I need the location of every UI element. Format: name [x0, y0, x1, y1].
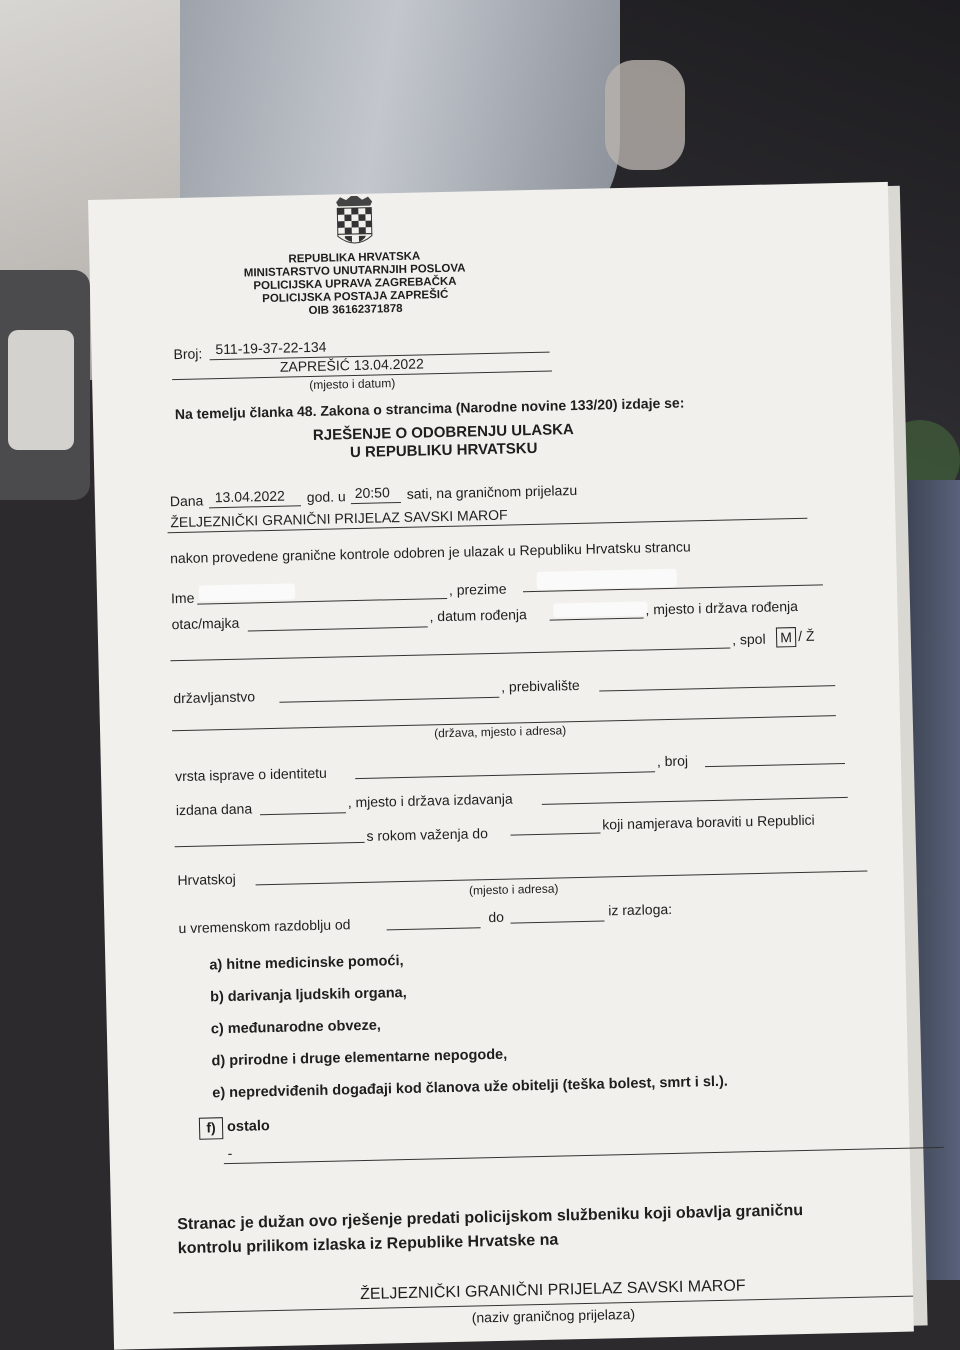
- header-police-station: POLICIJSKA POSTAJA ZAPREŠIĆ: [262, 288, 449, 306]
- do-label: do: [488, 908, 505, 926]
- spol-z-label: / Ž: [797, 627, 815, 645]
- izdana-dana-label: izdana dana: [175, 800, 253, 819]
- sati-label: sati, na graničnom prijelazu: [406, 481, 578, 502]
- mjesto-adresa-caption: (mjesto i adresa): [468, 881, 559, 898]
- razdoblje-od-line: [387, 927, 481, 930]
- reason-f-line: [224, 1144, 944, 1164]
- drzavljanstvo-label: državljanstvo: [173, 688, 256, 707]
- dana-label: Dana: [169, 492, 204, 510]
- header-oib: OIB 36162371878: [308, 302, 403, 318]
- razdoblje-do-line: [511, 920, 605, 923]
- spol-label: , spol: [731, 630, 766, 648]
- vrsta-isprave-label: vrsta isprave o identitetu: [174, 764, 327, 785]
- place-date-value: ZAPREŠIĆ 13.04.2022: [279, 355, 424, 375]
- document-page: [88, 182, 914, 1350]
- reason-b: b) darivanja ljudskih organa,: [209, 984, 407, 1006]
- border-crossing-value: ŽELJEZNIČKI GRANIČNI PRIJELAZ SAVSKI MAROF: [170, 506, 508, 531]
- document-title-line2: U REPUBLIKU HRVATSKU: [349, 439, 538, 462]
- time-line: [351, 502, 401, 504]
- background-shoe: [605, 60, 685, 170]
- redacted-name: [199, 583, 295, 601]
- document-title-line1: RJEŠENJE O ODOBRENJU ULASKA: [312, 421, 574, 444]
- mjesto-rodenja-label: , mjesto i država rođenja: [645, 598, 799, 618]
- rok-vazenja-label: s rokom važenja do: [366, 825, 489, 844]
- header-republic: REPUBLIKA HRVATSKA: [288, 250, 421, 266]
- reason-f-box: f): [199, 1117, 223, 1140]
- footer-line2: kontrolu prilikom izlaska iz Republike Hrvatske na: [177, 1231, 559, 1258]
- otac-majka-label: otac/majka: [171, 614, 240, 633]
- reason-e: e) nepredviđenih događaji kod članova uže obitelji (teška bolest, smrt i sl.).: [212, 1073, 729, 1102]
- broj-isprave-label: , broj: [656, 752, 689, 770]
- reason-f-label: ostalo: [226, 1118, 270, 1136]
- dana-value: 13.04.2022: [214, 487, 286, 506]
- datum-rodenja-line: [550, 618, 644, 621]
- prebivaliste-label: , prebivalište: [500, 676, 580, 695]
- datum-rodenja-label: , datum rođenja: [429, 606, 527, 625]
- power-socket-face: [8, 330, 74, 450]
- god-label: god. u: [306, 488, 346, 506]
- razdoblje-label: u vremenskom razdoblju od: [178, 916, 351, 937]
- dana-line: [209, 505, 301, 508]
- izdavanja-line-2: [175, 842, 365, 847]
- time-value: 20:50: [354, 484, 390, 502]
- intro-text: Na temelju članka 48. Zakona o strancima (Narodne novine 133/20) izdaje se:: [174, 394, 685, 423]
- reason-a: a) hitne medicinske pomoći,: [209, 953, 404, 974]
- reason-f-dash: -: [227, 1144, 233, 1162]
- spol-m-box: M: [776, 627, 796, 647]
- izdana-dana-line: [260, 812, 346, 815]
- drzavljanstvo-line: [279, 697, 499, 703]
- redacted-surname: [537, 569, 677, 590]
- prezime-label: , prezime: [448, 580, 507, 598]
- hrvatskoj-label: Hrvatskoj: [177, 870, 236, 889]
- footer-line1: Stranac je dužan ovo rješenje predati policijskom službeniku koji obavlja graničnu: [177, 1202, 804, 1234]
- koji-namjerava-label: koji namjerava boraviti u Republici: [602, 811, 815, 833]
- broj-value: 511-19-37-22-134: [215, 338, 327, 358]
- place-date-caption: (mjesto i datum): [309, 376, 396, 393]
- rok-vazenja-line: [511, 833, 601, 836]
- reason-c: c) međunarodne obveze,: [210, 1017, 382, 1038]
- exit-crossing-value: ŽELJEZNIČKI GRANIČNI PRIJELAZ SAVSKI MAROF: [359, 1277, 746, 1304]
- redacted-birthdate: [553, 601, 647, 617]
- prebivaliste-line: [599, 685, 835, 691]
- vrsta-isprave-line: [355, 771, 655, 779]
- coat-of-arms-icon: [332, 195, 377, 248]
- header-police-admin: POLICIJSKA UPRAVA ZAGREBAČKA: [253, 275, 457, 293]
- razloga-label: iz razloga:: [608, 900, 673, 919]
- drzava-caption: (država, mjesto i adresa): [433, 723, 567, 741]
- exit-crossing-caption: (naziv graničnog prijelaza): [471, 1305, 636, 1326]
- mjesto-izdavanja-label: , mjesto i država izdavanja: [347, 790, 513, 811]
- ime-label: Ime: [170, 589, 195, 607]
- mjesto-rodenja-line: [170, 648, 730, 662]
- header-ministry: MINISTARSTVO UNUTARNJIH POSLOVA: [243, 262, 466, 280]
- broj-label: Broj:: [173, 345, 203, 363]
- otac-majka-line: [248, 626, 428, 631]
- nakon-text: nakon provedene granične kontrole odobren je ulazak u Republiku Hrvatsku strancu: [169, 538, 691, 567]
- reason-d: d) prirodne i druge elementarne nepogode,: [211, 1046, 508, 1070]
- mjesto-izdavanja-line: [542, 797, 848, 805]
- broj-isprave-line: [705, 763, 845, 767]
